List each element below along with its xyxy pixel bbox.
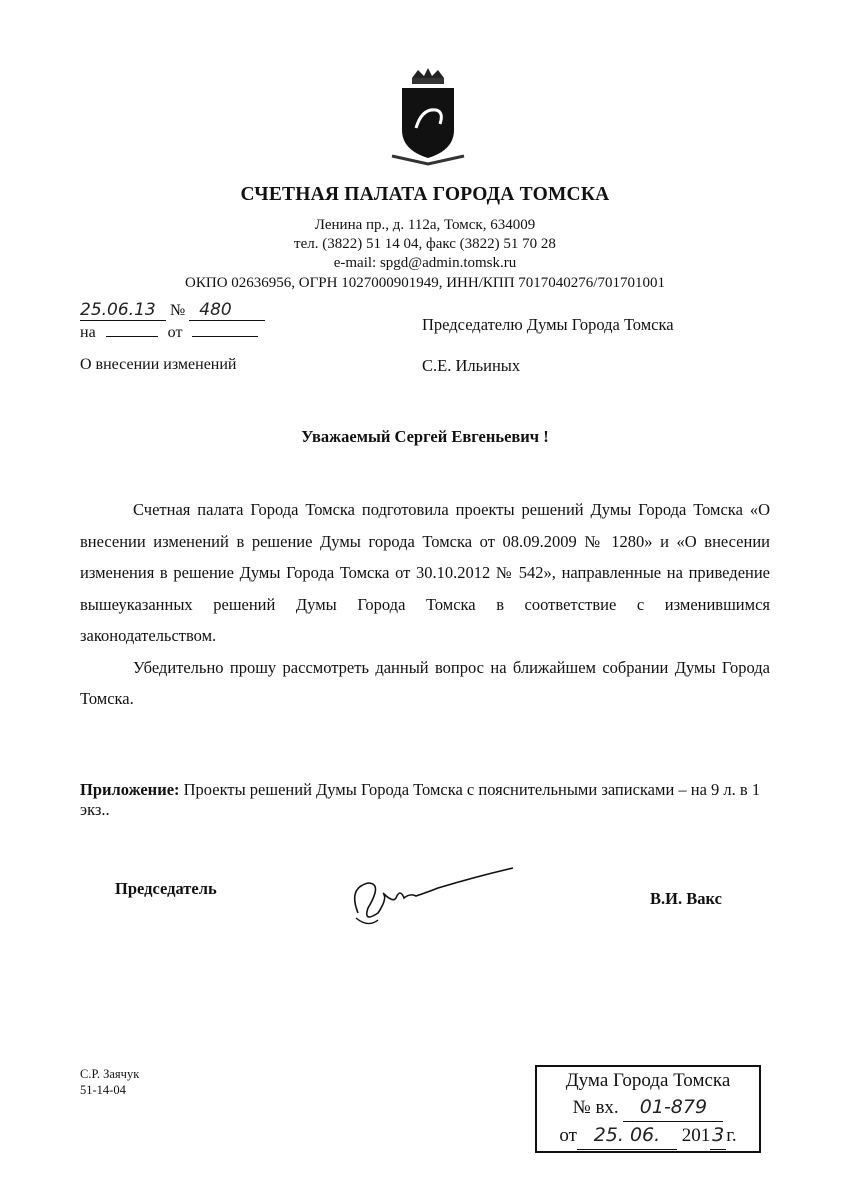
body-paragraph: Счетная палата Города Томска подготовила проекты решений Думы Города Томска «О внесении изменений в решение Думы города Томска от 08.09.2009 № 1280» и «О внесении изменения в решение Думы Города Томска от 30.10.2012 № 542», направленные на приведение вышеуказанных решений Думы Города Томска в соответствие с изменившимся законодательством. — [80, 500, 770, 645]
from-label: от — [167, 324, 183, 341]
stamp-number-line — [537, 1094, 759, 1122]
signatory-position: Председатель — [115, 879, 217, 898]
stamp-date-line — [537, 1122, 759, 1150]
attachment — [80, 780, 770, 820]
reply-label: на — [80, 324, 96, 341]
stamp-organization: Дума Города Томска — [565, 1070, 731, 1091]
email-line: e-mail: spgd@admin.tomsk.ru — [333, 255, 517, 271]
address-line: Ленина пр., д. 112а, Томск, 634009 — [314, 217, 536, 233]
addressee-title: Председателю Думы Города Томска — [422, 315, 674, 334]
body-paragraph: Убедительно прошу рассмотреть данный вопрос на ближайшем собрании Думы Города Томска. — [80, 657, 770, 708]
organization-title: СЧЕТНАЯ ПАЛАТА ГОРОДА ТОМСКА — [240, 184, 610, 205]
executor-name: С.Р. Заячук — [80, 1067, 140, 1081]
executor-info — [80, 1066, 139, 1098]
addressee-name: С.Е. Ильиных — [422, 356, 521, 375]
letter-body — [80, 494, 770, 715]
outgoing-number-line — [80, 300, 265, 321]
number-label: № — [170, 302, 186, 319]
stamp-year-digit: 3 — [710, 1122, 726, 1150]
outgoing-date: 25.06.13 — [80, 300, 166, 321]
subject: О внесении изменений — [80, 356, 237, 373]
executor-phone: 51-14-04 — [80, 1083, 126, 1097]
attachment-label: Приложение: — [80, 780, 180, 799]
phone-line: тел. (3822) 51 14 04, факс (3822) 51 70 28 — [294, 236, 556, 252]
coat-of-arms-emblem — [388, 68, 468, 168]
outgoing-number: 480 — [189, 300, 265, 321]
incoming-registration-stamp — [535, 1065, 761, 1153]
stamp-year-suffix: г. — [726, 1125, 737, 1146]
stamp-from-label: от — [559, 1125, 577, 1146]
attachment-text: Проекты решений Думы Города Томска с пояснительными записками – на 9 л. в 1 экз.. — [80, 780, 761, 819]
reply-to-line — [80, 324, 258, 342]
stamp-date: 25. 06. — [577, 1122, 677, 1150]
registration-codes-line: ОКПО 02636956, ОГРН 1027000901949, ИНН/КПП 7017040276/701701001 — [185, 275, 665, 291]
stamp-incoming-number: 01-879 — [623, 1094, 723, 1122]
signatory-name: В.И. Вакс — [650, 889, 722, 908]
stamp-number-label: № вх. — [572, 1097, 619, 1118]
handwritten-signature — [338, 858, 518, 933]
salutation: Уважаемый Сергей Евгеньевич ! — [301, 427, 549, 446]
stamp-year-prefix: 201 — [681, 1125, 711, 1146]
